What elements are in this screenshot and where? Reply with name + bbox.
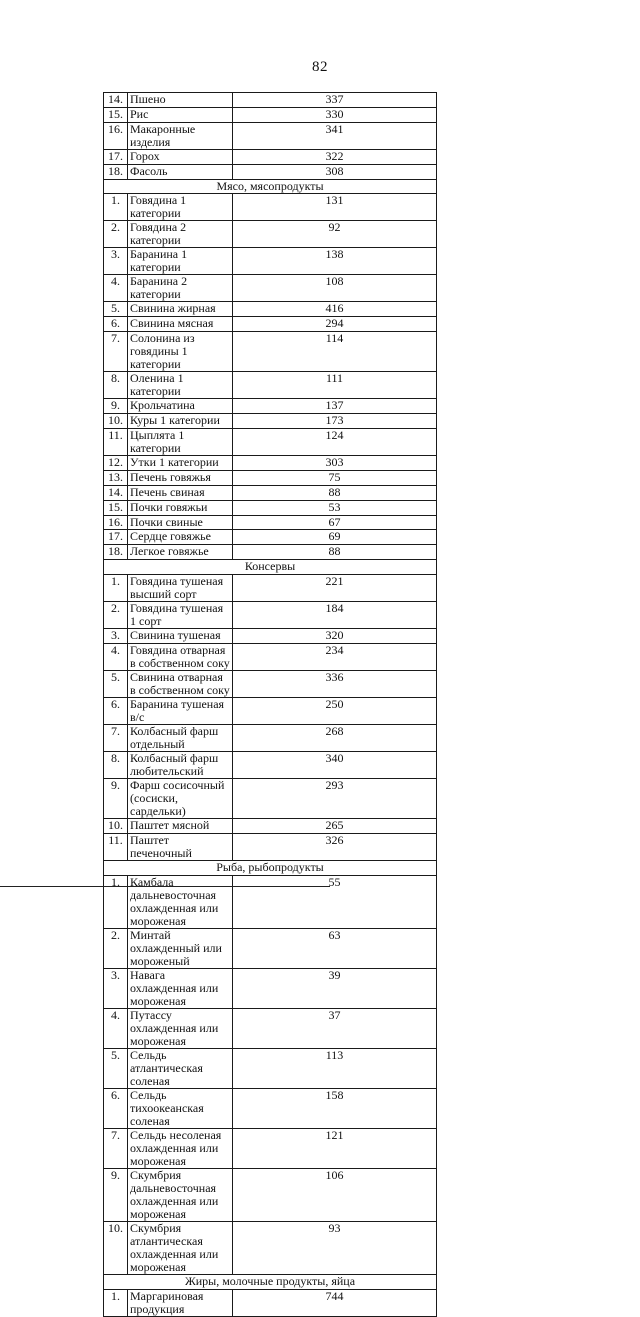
row-number: 9.	[104, 1168, 128, 1221]
product-name: Говядина тушеная высший сорт	[128, 575, 233, 602]
calorie-value: 113	[233, 1048, 437, 1088]
section-title: Мясо, мясопродукты	[104, 179, 437, 194]
section-title: Жиры, молочные продукты, яйца	[104, 1274, 437, 1289]
product-name: Минтай охлажденный или мороженый	[128, 928, 233, 968]
row-number: 2.	[104, 602, 128, 629]
calorie-value: 173	[233, 414, 437, 429]
product-name: Баранина 2 категории	[128, 275, 233, 302]
product-name: Говядина 1 категории	[128, 194, 233, 221]
calorie-value: 53	[233, 500, 437, 515]
calorie-value: 92	[233, 221, 437, 248]
table-row	[104, 1008, 437, 1048]
row-number: 2.	[104, 928, 128, 968]
table-row	[104, 93, 437, 108]
product-name: Крольчатина	[128, 399, 233, 414]
section-header-row	[104, 560, 437, 575]
calorie-value: 293	[233, 779, 437, 819]
row-number: 17.	[104, 149, 128, 164]
calorie-value: 744	[233, 1289, 437, 1316]
product-name: Свинина тушеная	[128, 629, 233, 644]
table-row	[104, 698, 437, 725]
calorie-value: 88	[233, 545, 437, 560]
table-row	[104, 302, 437, 317]
row-number: 8.	[104, 372, 128, 399]
table-row	[104, 500, 437, 515]
product-name: Печень свиная	[128, 485, 233, 500]
product-name: Легкое говяжье	[128, 545, 233, 560]
product-name: Сердце говяжье	[128, 530, 233, 545]
row-number: 6.	[104, 1088, 128, 1128]
table-row	[104, 779, 437, 819]
calorie-value: 67	[233, 515, 437, 530]
calorie-value: 121	[233, 1128, 437, 1168]
calorie-value: 330	[233, 107, 437, 122]
product-name: Путассу охлажденная или мороженая	[128, 1008, 233, 1048]
row-number: 6.	[104, 317, 128, 332]
table-row	[104, 515, 437, 530]
calorie-value: 55	[233, 875, 437, 928]
calorie-value: 106	[233, 1168, 437, 1221]
row-number: 3.	[104, 968, 128, 1008]
table-row	[104, 1128, 437, 1168]
table-row	[104, 644, 437, 671]
table-row	[104, 575, 437, 602]
product-name: Сельдь тихоокеанская соленая	[128, 1088, 233, 1128]
table-row	[104, 107, 437, 122]
section-title: Рыба, рыбопродукты	[104, 860, 437, 875]
table-row	[104, 602, 437, 629]
product-name: Навага охлажденная или мороженая	[128, 968, 233, 1008]
row-number: 14.	[104, 93, 128, 108]
calorie-value: 221	[233, 575, 437, 602]
calorie-value: 93	[233, 1221, 437, 1274]
calorie-value: 326	[233, 833, 437, 860]
table-row	[104, 149, 437, 164]
calorie-value: 137	[233, 399, 437, 414]
table-row	[104, 1048, 437, 1088]
row-number: 7.	[104, 1128, 128, 1168]
page-number: 82	[312, 59, 328, 75]
table-row	[104, 317, 437, 332]
calorie-value: 416	[233, 302, 437, 317]
calorie-value: 336	[233, 671, 437, 698]
row-number: 9.	[104, 399, 128, 414]
product-name: Почки говяжьи	[128, 500, 233, 515]
calorie-value: 75	[233, 470, 437, 485]
row-number: 7.	[104, 725, 128, 752]
product-name: Маргариновая продукция	[128, 1289, 233, 1316]
table-row	[104, 194, 437, 221]
calorie-value: 39	[233, 968, 437, 1008]
product-name: Фарш сосисочный (сосиски, сардельки)	[128, 779, 233, 819]
calorie-value: 322	[233, 149, 437, 164]
table-row	[104, 1088, 437, 1128]
product-name: Фасоль	[128, 164, 233, 179]
product-name: Баранина тушеная в/с	[128, 698, 233, 725]
product-name: Паштет мясной	[128, 819, 233, 834]
row-number: 15.	[104, 500, 128, 515]
row-number: 4.	[104, 1008, 128, 1048]
product-name: Колбасный фарш отдельный	[128, 725, 233, 752]
product-name: Печень говяжья	[128, 470, 233, 485]
calorie-value: 131	[233, 194, 437, 221]
table-row	[104, 414, 437, 429]
calorie-value: 294	[233, 317, 437, 332]
product-name: Оленина 1 категории	[128, 372, 233, 399]
calorie-value: 158	[233, 1088, 437, 1128]
section-header-row	[104, 1274, 437, 1289]
table-row	[104, 833, 437, 860]
table-row	[104, 164, 437, 179]
calorie-value: 108	[233, 275, 437, 302]
calorie-value: 337	[233, 93, 437, 108]
row-number: 18.	[104, 164, 128, 179]
product-name: Пшено	[128, 93, 233, 108]
row-number: 5.	[104, 302, 128, 317]
table-row	[104, 456, 437, 471]
calorie-value: 63	[233, 928, 437, 968]
calorie-value: 268	[233, 725, 437, 752]
product-name: Камбала дальневосточная охлажденная или мороженая	[128, 875, 233, 928]
row-number: 12.	[104, 456, 128, 471]
row-number: 8.	[104, 752, 128, 779]
table-row	[104, 545, 437, 560]
calorie-value: 265	[233, 819, 437, 834]
product-name: Свинина мясная	[128, 317, 233, 332]
row-number: 14.	[104, 485, 128, 500]
table-row	[104, 122, 437, 149]
table-row	[104, 1221, 437, 1274]
calorie-value: 69	[233, 530, 437, 545]
product-name: Говядина отварная в собственном соку	[128, 644, 233, 671]
row-number: 6.	[104, 698, 128, 725]
row-number: 11.	[104, 833, 128, 860]
calorie-value: 340	[233, 752, 437, 779]
row-number: 1.	[104, 1289, 128, 1316]
row-number: 10.	[104, 1221, 128, 1274]
row-number: 7.	[104, 332, 128, 372]
row-number: 17.	[104, 530, 128, 545]
table-row	[104, 470, 437, 485]
product-name: Свинина жирная	[128, 302, 233, 317]
row-number: 9.	[104, 779, 128, 819]
row-number: 15.	[104, 107, 128, 122]
product-name: Баранина 1 категории	[128, 248, 233, 275]
calorie-value: 250	[233, 698, 437, 725]
table-row	[104, 332, 437, 372]
row-number: 16.	[104, 515, 128, 530]
calorie-value: 111	[233, 372, 437, 399]
table-row	[104, 671, 437, 698]
table-row	[104, 819, 437, 834]
table-body	[104, 93, 437, 1317]
table-row	[104, 248, 437, 275]
calorie-value: 320	[233, 629, 437, 644]
calorie-value: 114	[233, 332, 437, 372]
row-number: 10.	[104, 819, 128, 834]
calorie-value: 308	[233, 164, 437, 179]
table-row	[104, 221, 437, 248]
product-name: Свинина отварная в собственном соку	[128, 671, 233, 698]
section-header-row	[104, 179, 437, 194]
calorie-value: 37	[233, 1008, 437, 1048]
calorie-value: 88	[233, 485, 437, 500]
table-row	[104, 928, 437, 968]
row-number: 4.	[104, 275, 128, 302]
table-row	[104, 968, 437, 1008]
row-number: 13.	[104, 470, 128, 485]
row-number: 16.	[104, 122, 128, 149]
calorie-value: 138	[233, 248, 437, 275]
row-number: 5.	[104, 671, 128, 698]
table-row	[104, 1168, 437, 1221]
product-name: Сельдь несоленая охлажденная или мороженая	[128, 1128, 233, 1168]
row-number: 18.	[104, 545, 128, 560]
table-row	[104, 875, 437, 928]
footnote-separator	[0, 886, 330, 887]
row-number: 2.	[104, 221, 128, 248]
table-row	[104, 629, 437, 644]
product-name: Скумбрия дальневосточная охлажденная или мороженая	[128, 1168, 233, 1221]
product-name: Куры 1 категории	[128, 414, 233, 429]
table-row	[104, 372, 437, 399]
product-name: Сельдь атлантическая соленая	[128, 1048, 233, 1088]
calorie-value: 303	[233, 456, 437, 471]
product-name: Скумбрия атлантическая охлажденная или мороженая	[128, 1221, 233, 1274]
row-number: 11.	[104, 429, 128, 456]
table-row	[104, 1289, 437, 1316]
table-row	[104, 530, 437, 545]
product-name: Горох	[128, 149, 233, 164]
product-name: Солонина из говядины 1 категории	[128, 332, 233, 372]
row-number: 1.	[104, 194, 128, 221]
calorie-value: 124	[233, 429, 437, 456]
product-name: Макаронные изделия	[128, 122, 233, 149]
product-name: Утки 1 категории	[128, 456, 233, 471]
section-title: Консервы	[104, 560, 437, 575]
row-number: 3.	[104, 629, 128, 644]
table-row	[104, 752, 437, 779]
calorie-value: 234	[233, 644, 437, 671]
table-row	[104, 275, 437, 302]
product-name: Рис	[128, 107, 233, 122]
product-name: Говядина тушеная 1 сорт	[128, 602, 233, 629]
table-row	[104, 725, 437, 752]
table-row	[104, 429, 437, 456]
table-row	[104, 399, 437, 414]
calorie-table	[103, 92, 437, 1317]
row-number: 4.	[104, 644, 128, 671]
row-number: 1.	[104, 575, 128, 602]
calorie-value: 184	[233, 602, 437, 629]
row-number: 10.	[104, 414, 128, 429]
product-name: Колбасный фарш любительский	[128, 752, 233, 779]
row-number: 3.	[104, 248, 128, 275]
row-number: 5.	[104, 1048, 128, 1088]
calorie-value: 341	[233, 122, 437, 149]
product-name: Говядина 2 категории	[128, 221, 233, 248]
row-number: 1.	[104, 875, 128, 928]
product-name: Почки свиные	[128, 515, 233, 530]
product-name: Цыплята 1 категории	[128, 429, 233, 456]
table-row	[104, 485, 437, 500]
section-header-row	[104, 860, 437, 875]
product-name: Паштет печеночный	[128, 833, 233, 860]
